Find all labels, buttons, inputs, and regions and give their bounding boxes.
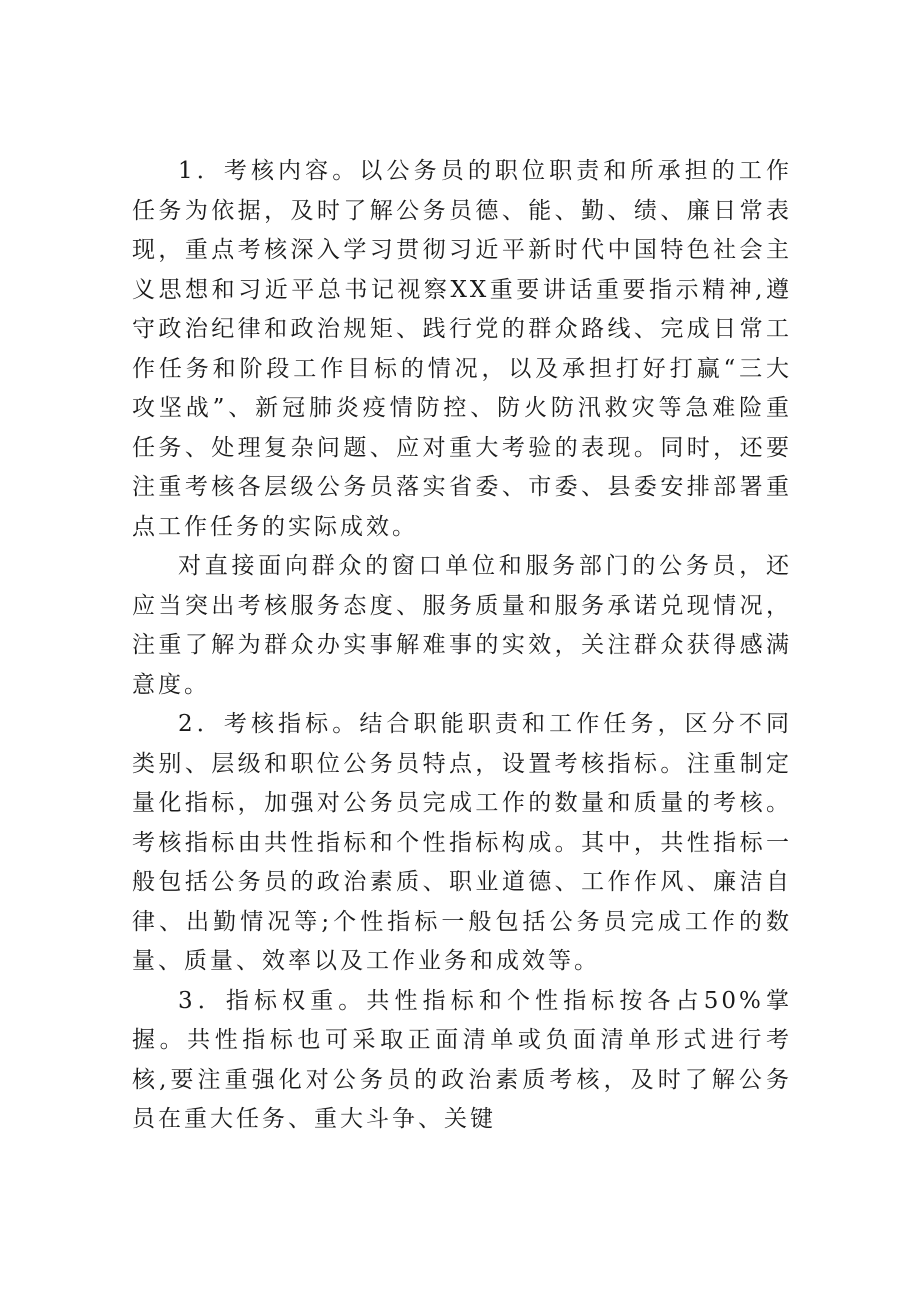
paragraph-window-units: 对直接面向群众的窗口单位和服务部门的公务员，还应当突出考核服务态度、服务质量和服务承诺兑现情况，注重了解为群众办实事解难事的实效，关注群众获得感满意度。: [132, 553, 792, 698]
paragraph-assessment-indicators: 2．考核指标。结合职能职责和工作任务，区分不同类别、层级和职位公务员特点，设置考核指标。注重制定量化指标，加强对公务员完成工作的数量和质量的考核。考核指标由共性指标和个性指标构成。其中，共性指标一般包括公务员的政治素质、职业道德、工作作风、廉洁自律、出勤情况等;个性指标一般包括公务员完成工作的数量、质量、效率以及工作业务和成效等。: [132, 711, 792, 974]
paragraph-assessment-content: 1．考核内容。以公务员的职位职责和所承担的工作任务为依据，及时了解公务员德、能、勤、绩、廉日常表现，重点考核深入学习贯彻习近平新时代中国特色社会主义思想和习近平总书记视察XX重要讲话重要指示精神,遵守政治纪律和政治规矩、践行党的群众路线、完成日常工作任务和阶段工作目标的情况，以及承担打好打赢“三大攻坚战”、新冠肺炎疫情防控、防火防汛救灾等急难险重任务、处理复杂问题、应对重大考验的表现。同时，还要注重考核各层级公务员落实省委、市委、县委安排部署重点工作任务的实际成效。: [132, 158, 792, 540]
paragraph-indicator-weights: 3．指标权重。共性指标和个性指标按各占50%掌握。共性指标也可采取正面清单或负面清单形式进行考核,要注重强化对公务员的政治素质考核，及时了解公务员在重大任务、重大斗争、关键: [132, 987, 792, 1132]
